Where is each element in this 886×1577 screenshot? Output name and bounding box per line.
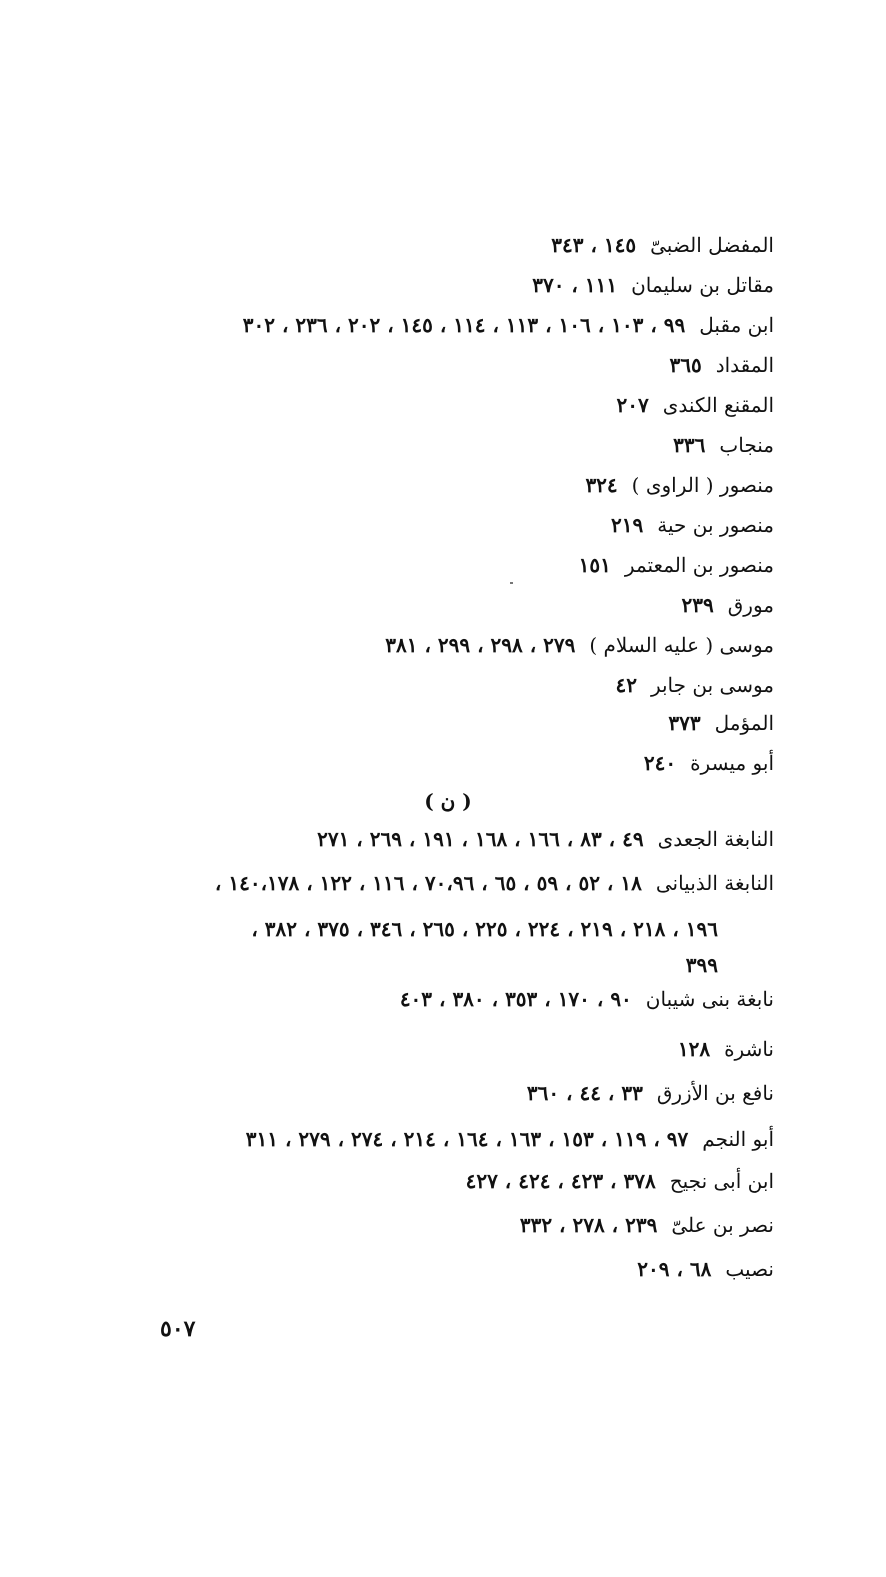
entry-name: موسى ( عليه السلام )	[589, 633, 774, 657]
entry-page-refs: ٣٦٥	[669, 353, 702, 377]
index-entry	[243, 310, 774, 340]
entry-page-refs: ٩٠ ، ١٧٠ ، ٣٥٣ ، ٣٨٠ ، ٤٠٣	[399, 987, 632, 1011]
entry-name: أبو ميسرة	[690, 751, 774, 775]
index-entry	[246, 1124, 774, 1154]
index-entry	[466, 1166, 774, 1196]
index-entry	[611, 510, 774, 540]
entry-name: النابغة الذبيانى	[655, 871, 774, 895]
entry-name: المؤمل	[714, 711, 774, 735]
index-entry	[669, 350, 774, 380]
index-entry	[551, 230, 774, 260]
entry-page-refs: ٣٣٦	[673, 433, 706, 457]
index-entry	[668, 708, 774, 738]
index-entry	[678, 1034, 774, 1064]
entry-page-refs: ٦٨ ، ٢٠٩	[637, 1257, 712, 1281]
entry-name: منجاب	[719, 433, 774, 457]
entry-page-refs: ٣٧٣	[668, 711, 701, 735]
entry-name: منصور ( الراوى )	[631, 473, 774, 497]
entry-name: المقنع الكندى	[662, 393, 774, 417]
print-speck	[510, 582, 513, 584]
entry-page-refs: ٢٠٧	[616, 393, 649, 417]
index-entry	[585, 470, 774, 500]
index-entry	[215, 868, 774, 898]
entry-page-refs: ٢٤٠	[643, 751, 677, 775]
index-entry	[682, 590, 774, 620]
entry-name: النابغة الجعدى	[657, 827, 774, 851]
entry-name: منصور بن حية	[657, 513, 774, 537]
section-letter-heading: ( ن )	[424, 789, 472, 813]
entry-name: أبو النجم	[702, 1127, 774, 1151]
entry-page-refs: ٣٣ ، ٤٤ ، ٣٦٠	[526, 1081, 643, 1105]
entry-page-refs: ١٥١	[578, 553, 611, 577]
entry-name: المقداد	[715, 353, 774, 377]
entry-page-refs: ١٢٨	[677, 1037, 711, 1061]
entry-page-refs: ٢١٩	[611, 513, 644, 537]
entry-name: مقاتل بن سليمان	[631, 273, 774, 297]
entry-page-refs: ٢٣٩	[681, 593, 714, 617]
index-entry	[673, 430, 774, 460]
index-entry	[520, 1210, 774, 1240]
entry-page-refs: ١٤٥ ، ٣٤٣	[551, 233, 637, 257]
entry-page-refs: ١١١ ، ٣٧٠	[532, 273, 618, 297]
index-entry	[400, 984, 774, 1014]
entry-name: موسى بن جابر	[650, 673, 774, 697]
index-entry	[532, 270, 774, 300]
entry-page-refs: ٤٢	[615, 673, 637, 697]
index-entry	[617, 390, 774, 420]
entry-name: ناشرة	[724, 1037, 774, 1061]
index-entry	[637, 1254, 774, 1284]
entry-name: منصور بن المعتمر	[624, 553, 774, 577]
entry-name: نابغة بنى شيبان	[645, 987, 774, 1011]
index-entry	[317, 824, 774, 854]
entry-page-refs: ١٨ ، ٥٢ ، ٥٩ ، ٦٥ ، ٧٠،٩٦ ، ١١٦ ، ١٢٢ ، ١٤٠،١٧٨ ،	[214, 871, 642, 895]
entry-page-refs: ٣٧٨ ، ٤٢٣ ، ٤٢٤ ، ٤٢٧	[465, 1169, 656, 1193]
entry-name: نصر بن علىّ	[671, 1213, 774, 1237]
entry-name: ابن مقبل	[699, 313, 774, 337]
entry-name: نافع بن الأزرق	[656, 1081, 774, 1105]
index-entry	[615, 670, 774, 700]
entry-page-refs: ٩٧ ، ١١٩ ، ١٥٣ ، ١٦٣ ، ١٦٤ ، ٢١٤ ، ٢٧٤ ، ٢٧٩ ، ٣١١	[245, 1127, 689, 1151]
index-entry	[579, 550, 774, 580]
index-entry-continuation	[686, 950, 718, 980]
index-entry-continuation	[251, 914, 718, 944]
index-entry	[527, 1078, 774, 1108]
entry-page-refs: ٢٣٩ ، ٢٧٨ ، ٣٣٢	[519, 1213, 658, 1237]
page-number: ٥٠٧	[160, 1316, 196, 1342]
index-entry	[385, 630, 774, 660]
entry-page-refs: ٣٩٩	[685, 953, 718, 977]
index-entry	[644, 748, 774, 778]
entry-name: مورق	[727, 593, 774, 617]
entry-page-refs: ٤٩ ، ٨٣ ، ١٦٦ ، ١٦٨ ، ١٩١ ، ٢٦٩ ، ٢٧١	[317, 827, 644, 851]
entry-page-refs: ١٩٦ ، ٢١٨ ، ٢١٩ ، ٢٢٤ ، ٢٢٥ ، ٢٦٥ ، ٣٤٦ ، ٣٧٥ ، ٣٨٢ ،	[251, 917, 718, 941]
entry-name: المفضل الضبىّ	[650, 233, 774, 257]
entry-page-refs: ٢٧٩ ، ٢٩٨ ، ٢٩٩ ، ٣٨١	[385, 633, 576, 657]
entry-page-refs: ٩٩ ، ١٠٣ ، ١٠٦ ، ١١٣ ، ١١٤ ، ١٤٥ ، ٢٠٢ ، ٢٣٦ ، ٣٠٢	[242, 313, 686, 337]
entry-name: نصيب	[725, 1257, 774, 1281]
entry-page-refs: ٣٢٤	[585, 473, 618, 497]
entry-name: ابن أبى نجيح	[669, 1169, 774, 1193]
